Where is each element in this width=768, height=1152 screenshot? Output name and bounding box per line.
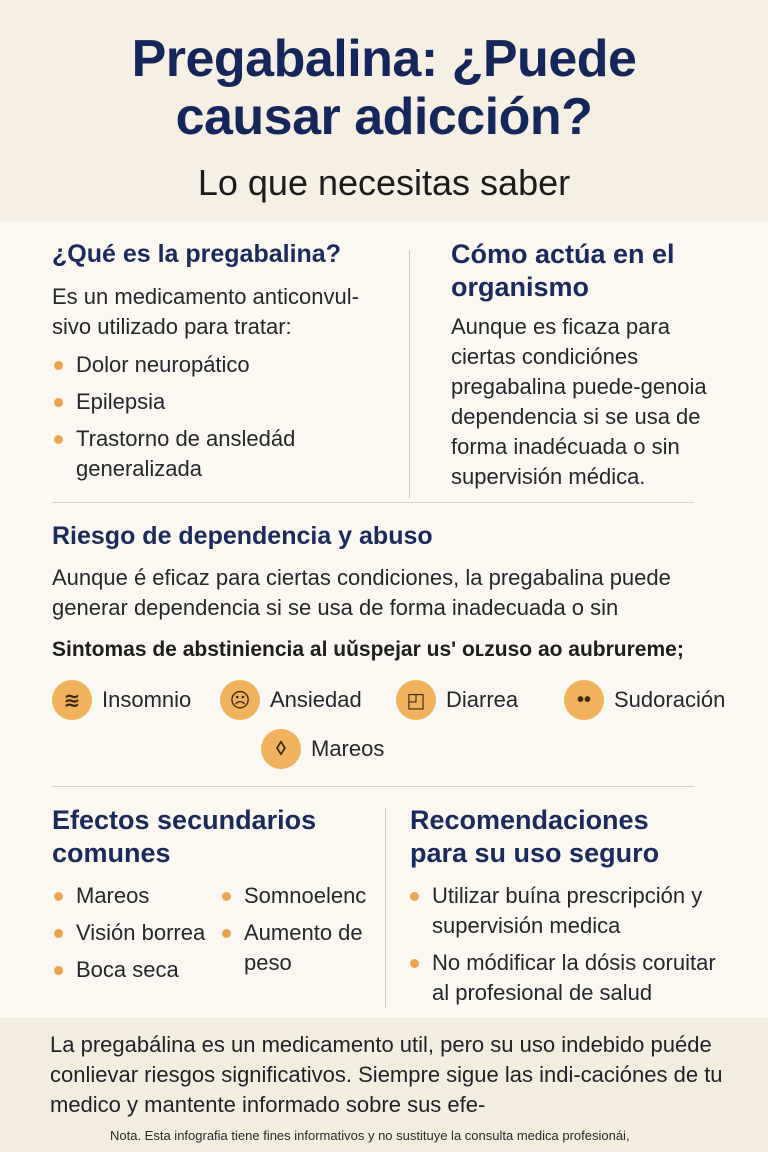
list-item: Visión borrea xyxy=(52,918,222,948)
divider-top-horizontal xyxy=(52,502,694,503)
que-es-heading: ¿Qué es la pregabalina? xyxy=(52,240,341,268)
list-item: Dolor neuropático xyxy=(52,350,382,380)
symptom-insomnia: ≋ Insomnio xyxy=(52,680,191,720)
como-actua-text: Aunque es ficaza para ciertas condiciónes pregabalina puede-genoia dependencia si se usa de forma inadécuada o sin supervisión médica. xyxy=(451,314,707,489)
list-item: Epilepsia xyxy=(52,387,382,417)
que-es-list xyxy=(52,350,382,491)
list-item: Mareos xyxy=(52,881,222,911)
bullet-dot-icon xyxy=(54,435,63,444)
bullet-dot-icon xyxy=(222,892,231,901)
list-item: Somnoelenc xyxy=(220,881,380,911)
bullet-dot-icon xyxy=(410,959,419,968)
efectos-list-1 xyxy=(52,881,222,992)
symptom-sweating: •• Sudoración xyxy=(564,680,725,720)
divider-bottom-vertical xyxy=(385,808,386,1008)
bullet-dot-icon xyxy=(54,966,63,975)
symptoms-title: Sintomas de abstiniencia al uǔspejar us' oʟzuso ao aubrureme; xyxy=(52,638,684,661)
bullet-dot-icon xyxy=(222,929,231,938)
bullet-dot-icon xyxy=(54,929,63,938)
list-item: Trastorno de ansledád generalizada xyxy=(52,424,382,484)
page-subtitle: Lo que necesitas saber xyxy=(197,162,571,203)
symptom-anxiety: ☹ Ansiedad xyxy=(220,680,362,720)
divider-middle-horizontal xyxy=(52,786,694,787)
efectos-list-2 xyxy=(220,881,380,985)
recomendaciones-list xyxy=(408,881,738,1015)
symptom-dizziness: ◊ Mareos xyxy=(261,729,384,769)
diarrhea-icon: ◰ xyxy=(396,680,436,720)
riesgo-text: Aunque é eficaz para ciertas condiciones, la pregabalina puede generar dependencia si se usa de forma inadecuada o sin xyxy=(52,565,671,620)
disclaimer-note: Nota. Esta infografia tiene fines informativos y no sustituye la consulta medica profesionái, xyxy=(110,1128,630,1143)
sweating-icon: •• xyxy=(564,680,604,720)
insomnia-icon: ≋ xyxy=(52,680,92,720)
que-es-text: Es un medicamento anticonvul-sivo utilizado para tratar: xyxy=(52,284,359,339)
list-item: Boca seca xyxy=(52,955,222,985)
divider-top-vertical xyxy=(409,250,410,498)
page-title: Pregabalina: ¿Puede causar adicción? xyxy=(131,30,637,146)
conclusion-text: La pregabálina es un medicamento util, pero su uso indebido puéde conlievar riesgos significativos. Siempre sigue las indi-caciónes de tu medico y mantente informado sobre sus efe- xyxy=(50,1032,723,1117)
dizziness-icon: ◊ xyxy=(261,729,301,769)
recomendaciones-heading: Recomendaciones para su uso seguro xyxy=(410,805,660,868)
efectos-heading: Efectos secundarios comunes xyxy=(52,805,317,868)
bullet-dot-icon xyxy=(54,361,63,370)
list-item: No módificar la dósis coruitar al profesional de salud xyxy=(408,948,738,1008)
como-actua-heading: Cómo actúa en el organismo xyxy=(451,239,675,302)
list-item: Aumento de peso xyxy=(220,918,380,978)
symptom-diarrhea: ◰ Diarrea xyxy=(396,680,518,720)
anxiety-icon: ☹ xyxy=(220,680,260,720)
bullet-dot-icon xyxy=(54,398,63,407)
list-item: Utilizar buína prescripción y supervisión medica xyxy=(408,881,738,941)
bullet-dot-icon xyxy=(54,892,63,901)
header xyxy=(0,0,768,220)
bullet-dot-icon xyxy=(410,892,419,901)
riesgo-heading: Riesgo de dependencia y abuso xyxy=(52,522,433,550)
